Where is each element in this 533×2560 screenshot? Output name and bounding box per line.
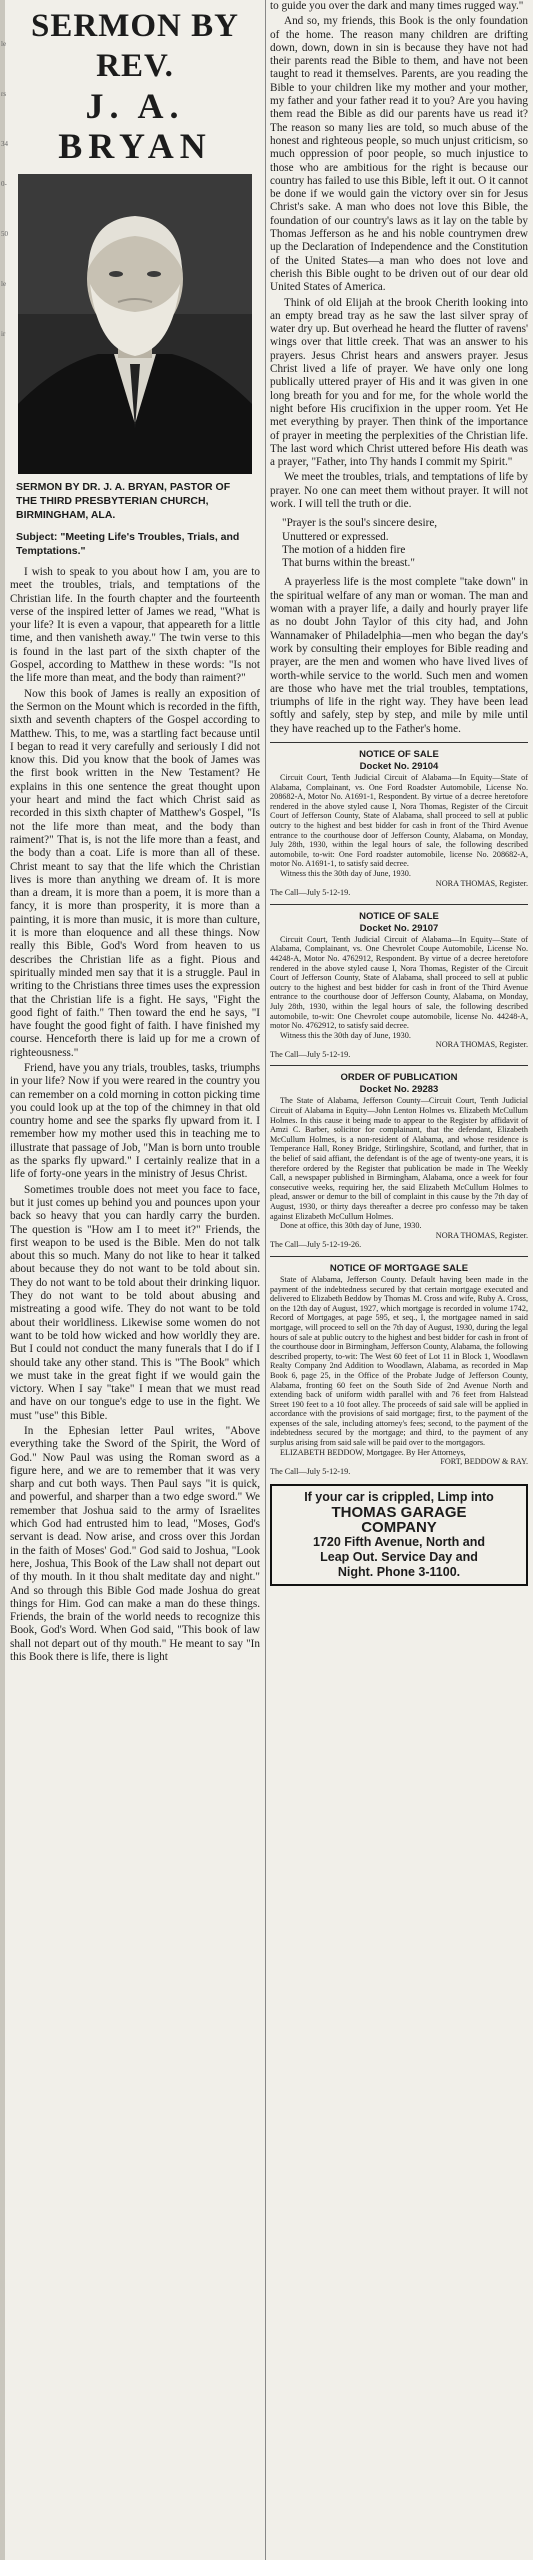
left-body-text [10, 566, 260, 1664]
paragraph: Now this book of James is really an exposition of the Sermon on the Mount which is recorded in the fifth, sixth and seventh chapters of the Gospel according to Matthew. This, to me, was a startling fact because until I began to read it very carefully and seriously I did not know this. Did you know that the book of James was the first book written in the New Testament? He explains in this one sentence the great thought upon your heart and mind the fact which Christ said as recorded in this sixth chapter of Matthew's Gospel, "Is not the life more than meat, and the body than raiment?" That is, is not the life more than a feast, and the body than a coat. Life is more than all of these. Christ meant to say that the life which the Christian lives is more than anything we dream of. It is more than a dream, it is more than a poem, it is more than a fancy, it is more than prosperity, it is more than a painting, it is more than music, it is more than culture, it is more than eloquence and all these things. Now really this Bible, God's Word from heaven to us describes the Christian life as a fight. Pious and spiritually minded men say that it is a struggle. Paul in writing to the Christians three times uses the expression that the Christian life is a fight. He says, "Fight the good fight of faith." Then toward the end he says, "I have fought the good fight of faith. I have finished my course. Henceforth there is laid up for me a crown of righteousness." [10, 687, 260, 1059]
column-rule [265, 0, 266, 2560]
margin-fragment: rs [1, 90, 7, 98]
portrait-photo [18, 174, 252, 474]
sermon-subject: Subject: "Meeting Life's Troubles, Trials, and Temptations." [16, 531, 240, 557]
notice-docket: Docket No. 29104 [359, 761, 439, 773]
poem-line: That burns within the breast." [282, 557, 415, 570]
margin-fragment: 34 [1, 140, 8, 148]
garage-advertisement [270, 1484, 528, 1586]
notice-text: The State of Alabama, Jefferson County—Circuit Court, Tenth Judicial Circuit of Alabama in Equity—John Lenton Holmes vs. Elizabeth McCullum Holmes. In this cause it being made to appear to the Register by affidavit of Amzi C. Barber, solicitor for complainant, that the defendant, Elizabeth McCullum Holmes, is a non-resident of Alabama, and whose residence is Temperance Hall, Roney Bridge, Stirlingshire, Scotland, and further, that in the belief of said affiant, the defendant is of the age of twenty-one years, it is therefore ordered by the Register that publication be made in The Weekly Call, a newspaper published in Birmingham, Alabama, once a week for four consecutive weeks, requiring her, the said Elizabeth McCullum Holmes to plead, answer or demur to the bill of complaint in this cause by the 7th day of August, 1930, or thirty days thereafter a decree pro confesso may be taken against Elizabeth McCullum Holmes. [270, 1096, 528, 1221]
portrait-image [18, 174, 252, 474]
margin-fragment: 0- [1, 180, 7, 188]
paragraph: And so, my friends, this Book is the only foundation of the home. The reason many children are drifting down, down, down in sin is because they have not had their parents read the Bible to them, and have not been taught to read it themselves. Parents, are you reading the Bible to your children like my mother and your mother, my father and your father read it to you? Are you having them read the Bible as did our parents have us read it? The reason so many lies are told, so much abuse of the honest and righteous people, so much unjust criticism, so much oppression of poor people, so much injustice to those who are ambitious for the right is because our country has failed to use this Bible, left it out. O it cannot be done if we would gain the victory over sin for Jesus Christ's sake. A man who does not love this Bible, the foundation of our country's laws as it lay on the table by Thomas Jefferson as he and his noble countrymen drew up the Declaration of Independence and the Constitution of the United States—a man who does not love and cherish this Bible ought to be driven out of our dear old United States of America. [270, 15, 528, 294]
divider [270, 904, 528, 905]
notice-signer: NORA THOMAS, Register. [435, 1040, 528, 1050]
notice-signer: FORT, BEDDOW & RAY. [440, 1457, 528, 1467]
paragraph: Friend, have you any trials, troubles, tasks, triumphs in your life? Now if you were reared in the country you can remember on a cold morning in cotton picking time you could look up at the top of the chimney in that old country home and see the sparks fly upward from it. I remember how my mother used this in teaching me to illustrate that passage of Job, "Man is born unto trouble as the sparks fly upward." I certainly realize that in a life of forty-one years in the ministry of Jesus Christ. [10, 1061, 260, 1181]
legal-notice-2 [270, 911, 528, 1060]
ad-line: THOMAS GARAGE [331, 1504, 467, 1522]
ad-line: COMPANY [361, 1519, 437, 1537]
notice-signer: NORA THOMAS, Register. [435, 1230, 528, 1240]
ad-line: Leap Out. Service Day and [320, 1550, 478, 1565]
notice-call: The Call—July 5-12-19. [270, 1466, 351, 1476]
right-column [270, 0, 528, 2560]
paragraph: Think of old Elijah at the brook Cherith looking into an empty bread tray as he saw the last silver spray of water dry up. But overhead he heard the flutter of ravens' wings over that little creek. That was an answer to his prayers. Jesus Christ hears and answers prayer. Jesus Christ lived a life of prayer. We have only one long publically uttered prayer of His and it was given in one long breath for you and for me, for the whole world the night before His crucifixion in the upper room. Yet He met everything by prayer. Then think of the importance of prayer in meeting the perplexities of the Christian life. The last word which Christ uttered before His death was a prayer, "Father, into Thy hands I commit my Spirit." [270, 296, 528, 469]
photo-caption: SERMON BY DR. J. A. BRYAN, PASTOR OF THE THIRD PRESBYTERIAN CHURCH, BIRMINGHAM, ALA. [16, 481, 231, 521]
notice-call: The Call—July 5-12-19. [270, 1049, 351, 1059]
notice-witness: Witness this the 30th day of June, 1930. [280, 1030, 411, 1040]
margin-fragment: le [1, 280, 7, 288]
notice-text: State of Alabama, Jefferson County. Default having been made in the payment of the indebtedness secured by that certain mortgage executed and delivered to Elizabeth Beddow by Thomas M. Cross and wife, Ruby A. Cross, on the 12th day of August, 1927, which mortgage is recorded in volume 1742, Record of Mortgages, at page 595, et seq., I, the mortgagee named in said mortgage, will proceed to sell on the 7th day of August, 1930, during the legal hours of sale at public outcry to the highest and best bidder for cash in front of the courthouse door in Birmingham, Jefferson County, Alabama, the following described property, to-wit: The West 60 feet of Lot 11 in Block 1, Woodlawn Realty Company 2nd Addition to Woodlawn, Alabama, as recorded in Map Book 6, page 25, in the Office of the Probate Judge of Jefferson County, Alabama, fronting 60 feet on the South Side of 2nd Avenue North and extending back of uniform width parallel with and 76 feet from Halstead Street 190 feet to a 10 foot alley. The proceeds of said sale will be applied in accordance with the provisions of said mortgage; first, to the payment of the expenses of the sale, including attorney's fees; second, to the payment of the indebtedness secured by the mortgage; and third, to the payment of any surplus arising from said sale will be paid over to the mortgagors. [270, 1274, 528, 1448]
notice-call: The Call—July 5-12-19-26. [270, 1240, 362, 1250]
left-column [10, 0, 260, 2560]
headline [10, 6, 260, 166]
notice-title: NOTICE OF SALE [359, 910, 439, 922]
prayer-poem [270, 517, 528, 570]
right-body-text [270, 0, 528, 511]
paragraph: In the Ephesian letter Paul writes, "Above everything take the Sword of the Spirit, the Word of God." Now Paul was using the Roman sword as a figure here, and we are to remember that it was very sharp and cut both ways. Then Paul says "it is quick, and powerful, and sharper than a two edge sword." We remember that Joshua said to the army of Israelites which God had entrusted him to lead, "Moses, God's servant is dead. Now arise, and cross over this Jordan in the faith of Moses' God." God said to Joshua, "Look here, Joshua, This Book of the Law shall not depart out of thy mouth. In it thou shalt meditate day and night." And so through this Bible God made Joshua do great things for Him. God can make a man do these things. Friends, the brain of the world needs to recognize this Book, God's Word. When God said, "This book of law shall not depart out of thy mouth." He meant to say "In this Book there is life, there is light [10, 1425, 260, 1664]
divider [270, 742, 528, 743]
margin-fragment: le [1, 40, 7, 48]
headline-line1: SERMON BY REV. [31, 8, 239, 84]
right-body-text-2 [270, 576, 528, 736]
margin-fragment: 50 [1, 230, 8, 238]
legal-notice-3 [270, 1072, 528, 1250]
notice-title: NOTICE OF SALE [359, 749, 439, 761]
notice-witness: Witness this the 30th day of June, 1930. [280, 868, 411, 878]
ad-line: If your car is crippled, Limp into [304, 1490, 494, 1505]
poem-line: Unuttered or expressed. [282, 530, 389, 543]
ad-line: Night. Phone 3-1100. [337, 1565, 461, 1580]
notice-title: ORDER OF PUBLICATION [340, 1072, 458, 1084]
notice-call: The Call—July 5-12-19. [270, 888, 351, 898]
notice-witness: ELIZABETH BEDDOW, Mortgagee. By Her Attorneys, [280, 1447, 466, 1457]
ad-line: 1720 Fifth Avenue, North and [312, 1535, 485, 1550]
paragraph: A prayerless life is the most complete "take down" in the spiritual welfare of any man or woman. The man and woman with a prayer life, a daily and hourly prayer life as no doubt John Taylor of this city had, and John Wannamaker of Philadelphia—men who began the day's work by consulting their employes for Bible reading and prayer, are the men and women who have lived lives of worth-while service to the world. Such men and women are those who have met the trial troubles, temptations, triumphs of life in the right way. They have been lead softly and safely, step by step, and mile by mile until they have reached up to the Father's home. [270, 576, 528, 735]
notice-title: NOTICE OF MORTGAGE SALE [329, 1262, 469, 1274]
divider [270, 1065, 528, 1066]
legal-notice-1 [270, 749, 528, 898]
margin-fragment: ir [1, 330, 6, 338]
legal-notice-4 [270, 1263, 528, 1476]
notice-text: Circuit Court, Tenth Judicial Circuit of Alabama—In Equity—State of Alabama, Complainant, vs. One Chevrolet Coupe Automobile, License No. 44248-A, Motor No. 4762912, Respondent. By virtue of a decree heretofore rendered in the above styled cause I, Nora Thomas, Register of the Circuit Court of Jefferson County, State of Alabama, shall proceed to sell at public outcry to the highest and best bidder for cash in front of the Third Avenue entrance to the courthouse door of Jefferson County, Alabama, on Monday, July 28th, 1930, within the legal hours of sale, the following described automobile, to-wit: One Chevrolet coupe automobile, license No. 44248-A, motor No. 4762912, to satisfy said decree. [270, 934, 528, 1031]
paragraph: to guide you over the dark and many times rugged way." [270, 0, 524, 12]
divider [270, 1256, 528, 1257]
page-edge [0, 0, 5, 2560]
paragraph: I wish to speak to you about how I am, you are to meet the troubles, trials, and temptations of the Christian life. In the fourth chapter and the fourteenth verse of the inspired letter of James we read, "What is your life? It is even a vapour, that appeareth for a little time, and then vanisheth away." The twin verse to this is found in the last part of the sixth chapter of the Gospel, according to Matthew in these words: "Is not the life more than meat, and the body than raiment?" [10, 566, 260, 685]
paragraph: Sometimes trouble does not meet you face to face, but it just comes up behind you and pounces upon your back so heavy that you can hardly carry the burden. The question is "How am I to meet it?" Friends, the first weapon to be used is the Bible. Men do not talk about this so much. Many do not like to hear it talked about because they do not want to be told about sin. They do not want to be told about their drinking liquor. They do not want to be told about abusing and mistreating a good wife. They do not want to be told about their worldliness. Likewise some women do not want to be told how wicked and how worldly they are. But I could not conduct the many funerals that I do if I should take any other stand. This is "The Book" which we must take in the great fight if we would gain the victory. When I say "take" I mean that we must read and have on our tongue's edge to use in the fight. We must "use" this Bible. [10, 1183, 260, 1422]
paragraph: We meet the troubles, trials, and temptations of life by prayer. No one can meet them without prayer. It will not work. I will tell the truth or die. [270, 471, 528, 510]
poem-line: "Prayer is the soul's sincere desire, [282, 517, 438, 530]
notice-docket: Docket No. 29107 [359, 922, 439, 934]
poem-line: The motion of a hidden fire [282, 543, 406, 556]
notice-text: Circuit Court, Tenth Judicial Circuit of Alabama—In Equity—State of Alabama, Complainant, vs. One Ford Roadster Automobile, License No. 208682-A, Motor No. A1691-1, Respondent. By virtue of a decree heretofore rendered in the above styled cause I, Nora Thomas, Register of the Circuit Court of Jefferson County, State of Alabama, shall proceed to sell at public outcry to the highest and best bidder for cash in front of the Third Avenue entrance to the courthouse door of Jefferson County, Alabama, on Monday, July 28th, 1930, within the legal hours of sale, the following described automobile, to-wit: One Ford roadster automobile, license No. 208682-A, motor No. A1691-1, to satisfy said decree. [270, 773, 528, 869]
headline-line2: J. A. BRYAN [58, 86, 212, 166]
notice-docket: Docket No. 29283 [359, 1084, 439, 1096]
notice-signer: NORA THOMAS, Register. [435, 878, 528, 888]
notice-witness: Done at office, this 30th day of June, 1930. [280, 1221, 422, 1231]
